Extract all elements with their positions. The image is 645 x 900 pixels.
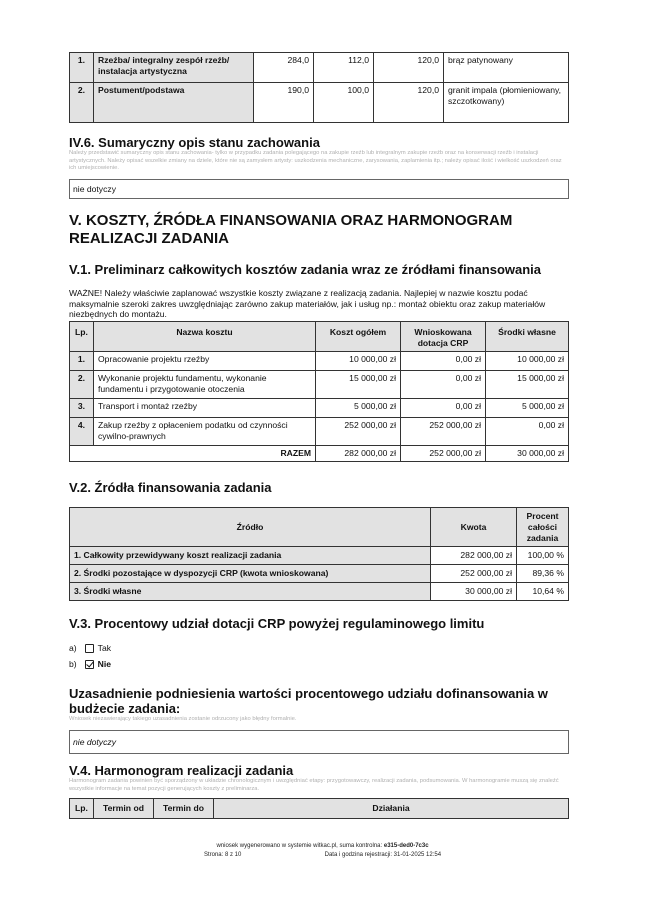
footer-generated-text: wniosek wygenerowano w systemie witkac.pl, suma kontrolna: [216, 843, 383, 849]
row-total: 15 000,00 zł [316, 371, 401, 399]
row-amount: 30 000,00 zł [431, 583, 517, 601]
table-row [70, 565, 569, 583]
row-material: brąz patynowany [444, 53, 569, 83]
table-row [70, 352, 569, 371]
row-crp: 0,00 zł [401, 352, 486, 371]
section-iv6 [69, 135, 569, 173]
row-lp: 4. [70, 418, 94, 446]
row-amount: 252 000,00 zł [431, 565, 517, 583]
row-value: 284,0 [254, 53, 314, 83]
header-crp: Wnioskowana dotacja CRP [401, 322, 486, 352]
footer-generated [0, 843, 645, 849]
row-crp: 252 000,00 zł [401, 418, 486, 446]
footer-checksum: e315-ded0-7c3c [383, 843, 429, 849]
header-source: Źródło [70, 508, 431, 547]
row-amount: 282 000,00 zł [431, 547, 517, 565]
section-v4 [69, 763, 569, 793]
header-lp: Lp. [70, 799, 94, 819]
table-row [70, 371, 569, 399]
option-label: Tak [97, 643, 112, 653]
materials-table-wrap [69, 52, 569, 123]
table-row [70, 53, 569, 83]
checkbox-icon[interactable] [85, 644, 94, 653]
chapter-title: V. KOSZTY, ŹRÓDŁA FINANSOWANIA ORAZ HARMONOGRAM REALIZACJI ZADANIA [69, 212, 513, 247]
section-hint: Harmonogram zadania powinien być sporządzony w układzie chronologicznym i uwzględniać etapy: przygotowawczy, realizacji zadania, podsumowania. W harmonogramie muszą się znaleźć wszystkie informacje na temat pozycji generujących koszty z preliminarza. [69, 778, 559, 792]
section-title: V.3. Procentowy udział dotacji CRP powyżej regulaminowego limitu [69, 616, 485, 631]
justification-section [69, 686, 569, 724]
table-row [70, 399, 569, 418]
row-lp: 2. [70, 371, 94, 399]
header-percent: Procent całości zadania [517, 508, 569, 547]
row-own: 0,00 zł [486, 418, 569, 446]
sum-total: 282 000,00 zł [316, 446, 401, 462]
footer-page: Strona: 8 z 10 [203, 852, 242, 858]
header-own: Środki własne [486, 322, 569, 352]
row-name: Postument/podstawa [94, 83, 254, 123]
row-name: Rzeźba/ integralny zespół rzeźb/ instalacja artystyczna [94, 53, 254, 83]
header-to: Termin do [154, 799, 214, 819]
cost-table [69, 321, 569, 462]
table-row [70, 418, 569, 446]
checkbox-checked-icon[interactable] [85, 660, 94, 669]
footer-date: Data i godzina rejestracji: 31-01-2025 12:54 [324, 852, 442, 858]
header-lp: Lp. [70, 322, 94, 352]
row-name: Transport i montaż rzeźby [94, 399, 316, 418]
row-material: granit impala (płomieniowany, szczotkowany) [444, 83, 569, 123]
table-sum-row [70, 446, 569, 462]
row-source: 3. Środki własne [70, 583, 431, 601]
row-lp: 1. [70, 352, 94, 371]
table-row [70, 547, 569, 565]
option-label: Nie [97, 659, 112, 669]
table-header-row [70, 799, 569, 819]
section-v2 [69, 480, 569, 495]
row-percent: 10,64 % [517, 583, 569, 601]
condition-description-field[interactable]: nie dotyczy [69, 179, 569, 199]
row-crp: 0,00 zł [401, 399, 486, 418]
row-source: 1. Całkowity przewidywany koszt realizacji zadania [70, 547, 431, 565]
section-v [69, 212, 569, 248]
header-total: Koszt ogółem [316, 322, 401, 352]
section-title: V.4. Harmonogram realizacji zadania [69, 763, 294, 778]
row-lp: 2. [70, 83, 94, 123]
section-title: V.2. Źródła finansowania zadania [69, 480, 272, 495]
row-percent: 100,00 % [517, 547, 569, 565]
row-lp: 3. [70, 399, 94, 418]
row-own: 15 000,00 zł [486, 371, 569, 399]
header-amount: Kwota [431, 508, 517, 547]
row-name: Wykonanie projektu fundamentu, wykonanie fundamentu i przygotowanie otoczenia [94, 371, 316, 399]
row-total: 5 000,00 zł [316, 399, 401, 418]
row-own: 10 000,00 zł [486, 352, 569, 371]
section-title: IV.6. Sumaryczny opis stanu zachowania [69, 135, 320, 150]
row-name: Opracowanie projektu rzeźby [94, 352, 316, 371]
sum-crp: 252 000,00 zł [401, 446, 486, 462]
schedule-table [69, 798, 569, 819]
row-value: 120,0 [374, 53, 444, 83]
footer-page-line [0, 852, 645, 858]
cost-note: WAŻNE! Należy właściwie zaplanować wszystkie koszty związane z realizacją zadania. Najlepiej w nazwie kosztu podać maksymalnie szeroki zakres uwzględniając zarówno zakup materiałów, jak i usług np.: montaż obiektu oraz zakup materiałów niezbędnych do montażu. [69, 288, 546, 319]
row-value: 190,0 [254, 83, 314, 123]
materials-table [69, 52, 569, 123]
section-v3 [69, 616, 569, 631]
row-total: 252 000,00 zł [316, 418, 401, 446]
row-value: 100,0 [314, 83, 374, 123]
row-percent: 89,36 % [517, 565, 569, 583]
sum-own: 30 000,00 zł [486, 446, 569, 462]
header-from: Termin od [94, 799, 154, 819]
section-v1 [69, 262, 569, 277]
row-source: 2. Środki pozostające w dyspozycji CRP (kwota wnioskowana) [70, 565, 431, 583]
option-tak[interactable] [69, 643, 569, 653]
table-row [70, 83, 569, 123]
row-name: Zakup rzeźby z opłaceniem podatku od czynności cywilno-prawnych [94, 418, 316, 446]
table-header-row [70, 508, 569, 547]
header-name: Nazwa kosztu [94, 322, 316, 352]
option-letter: b) [69, 659, 77, 669]
row-lp: 1. [70, 53, 94, 83]
schedule-table-wrap [69, 798, 569, 819]
justification-field[interactable]: nie dotyczy [69, 730, 569, 754]
section-hint: Wniosek niezawierający takiego uzasadnienia zostanie odrzucony jako błędny formalnie. [69, 716, 297, 722]
cost-table-wrap [69, 321, 569, 462]
section-title: V.1. Preliminarz całkowitych kosztów zadania wraz ze źródłami finansowania [69, 262, 542, 277]
row-total: 10 000,00 zł [316, 352, 401, 371]
section-title: Uzasadnienie podniesienia wartości procentowego udziału dofinansowania w budżecie zadania: [69, 686, 548, 716]
option-nie[interactable] [69, 659, 569, 669]
header-actions: Działania [214, 799, 569, 819]
row-crp: 0,00 zł [401, 371, 486, 399]
funding-table [69, 507, 569, 601]
row-own: 5 000,00 zł [486, 399, 569, 418]
sum-label: RAZEM [70, 446, 316, 462]
option-letter: a) [69, 643, 77, 653]
section-hint: Należy przedstawić sumaryczny opis stanu zachowania- tylko w przypadku zadania polegającego na zakupie rzeźb lub integralnym zakupie rzeźb oraz na konserwacji rzeźb i instalacji artystycznych. Należy opisać wszelkie zmiany na dziele, które nie są zamysłem artysty: uszkodzenia mechaniczne, zarysowania, zaplamienia itp.; należy opisać ilość i wielkość uszkodzeń oraz ich umiejscowienie. [69, 150, 562, 171]
table-header-row [70, 322, 569, 352]
funding-table-wrap [69, 507, 569, 601]
table-row [70, 583, 569, 601]
row-value: 120,0 [374, 83, 444, 123]
row-value: 112,0 [314, 53, 374, 83]
